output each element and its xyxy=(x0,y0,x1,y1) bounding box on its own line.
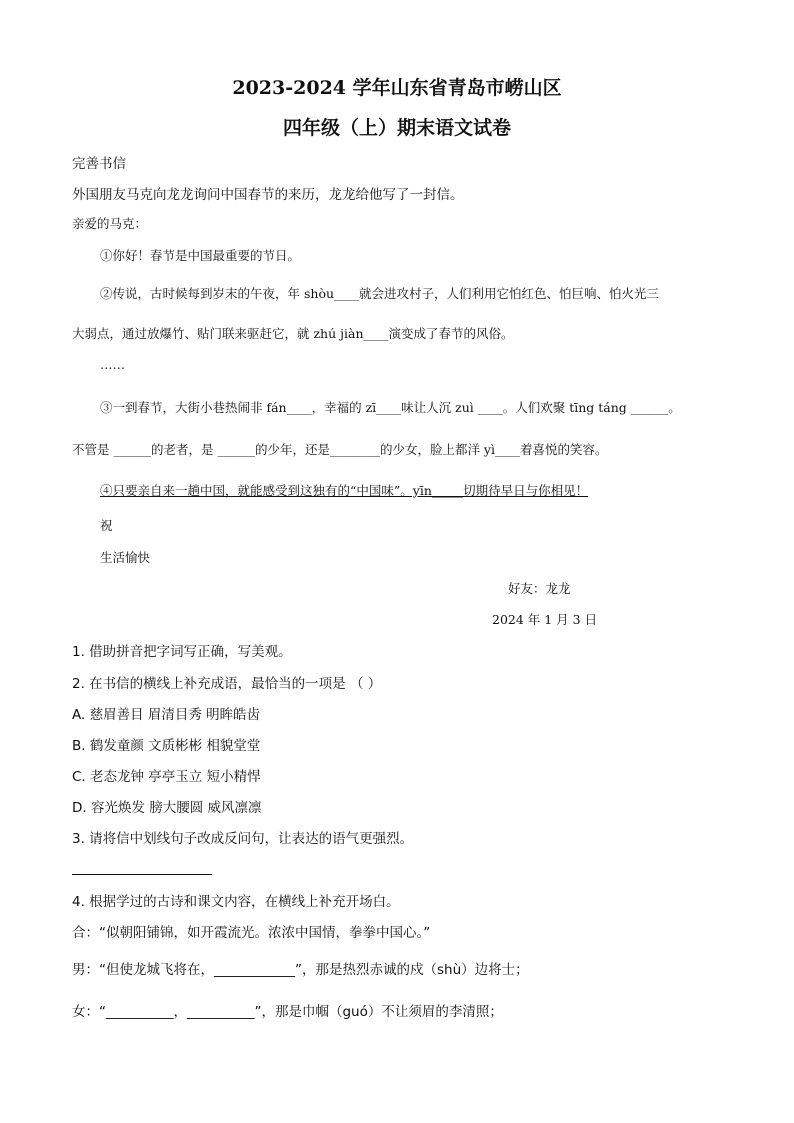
question-4: 4. 根据学过的古诗和课文内容，在横线上补充开场白。 xyxy=(72,894,400,910)
answer-line xyxy=(72,874,212,875)
option-b: B. 鹤发童颜 文质彬彬 相貌堂堂 xyxy=(72,738,261,754)
letter-salutation: 亲爱的马克： xyxy=(72,216,148,231)
letter-closing-1: 祝 xyxy=(100,518,113,533)
letter-ellipsis: …… xyxy=(100,357,125,372)
letter-paragraph-4-underlined: ④只要亲自来一趟中国，就能感受到这独有的“中国味”。yīn_____切期待早日与你相见！ xyxy=(100,483,589,498)
question-3: 3. 请将信中划线句子改成反问句，让表达的语气更强烈。 xyxy=(72,831,414,847)
dialogue-male: 男：“但使龙城飞将在，____________”，那是热烈赤诚的戍（shù）边将士； xyxy=(72,962,529,978)
letter-paragraph-2b: 大弱点，通过放爆竹、贴门联来驱赶它，就 zhú jiàn____演变成了春节的风俗。 xyxy=(72,326,514,341)
option-d: D. 容光焕发 膀大腰圆 威风凛凛 xyxy=(72,800,262,816)
letter-date: 2024 年 1 月 3 日 xyxy=(492,612,598,627)
page-title: 2023-2024 学年山东省青岛市崂山区 xyxy=(232,77,562,99)
section-label: 完善书信 xyxy=(72,156,126,172)
section-intro: 外国朋友马克向龙龙询问中国春节的来历，龙龙给他写了一封信。 xyxy=(72,187,464,203)
question-2: 2. 在书信的横线上补充成语，最恰当的一项是 （ ） xyxy=(72,676,382,692)
dialogue-chorus: 合：“似朝阳铺锦，如开霞流光。浓浓中国情，拳拳中国心。” xyxy=(72,925,431,941)
letter-signature: 好友：龙龙 xyxy=(508,581,571,596)
letter-paragraph-3a: ③一到春节，大街小巷热闹非 fán____，幸福的 zī____味让人沉 zuì ____。人们欢聚 tīng táng ______。 xyxy=(100,400,681,415)
question-1: 1. 借助拼音把字词写正确，写美观。 xyxy=(72,644,292,660)
letter-paragraph-2a: ②传说，古时候每到岁末的午夜，年 shòu____就会进攻村子，人们利用它怕红色、怕巨响、怕火光三 xyxy=(100,286,660,301)
option-a: A. 慈眉善目 眉清目秀 明眸皓齿 xyxy=(72,707,261,723)
letter-paragraph-1: ①你好！春节是中国最重要的节日。 xyxy=(100,248,301,263)
letter-closing-2: 生活愉快 xyxy=(100,550,151,565)
dialogue-female: 女：“__________，__________”，那是巾帼（guó）不让须眉的李清照； xyxy=(72,1004,503,1020)
option-c: C. 老态龙钟 亭亭玉立 短小精悍 xyxy=(72,769,261,785)
page-subtitle: 四年级（上）期末语文试卷 xyxy=(282,117,511,139)
letter-paragraph-3b: 不管是 ______的老者，是 ______的少年，还是________的少女，脸上都洋 yì____着喜悦的笑容。 xyxy=(72,442,608,457)
